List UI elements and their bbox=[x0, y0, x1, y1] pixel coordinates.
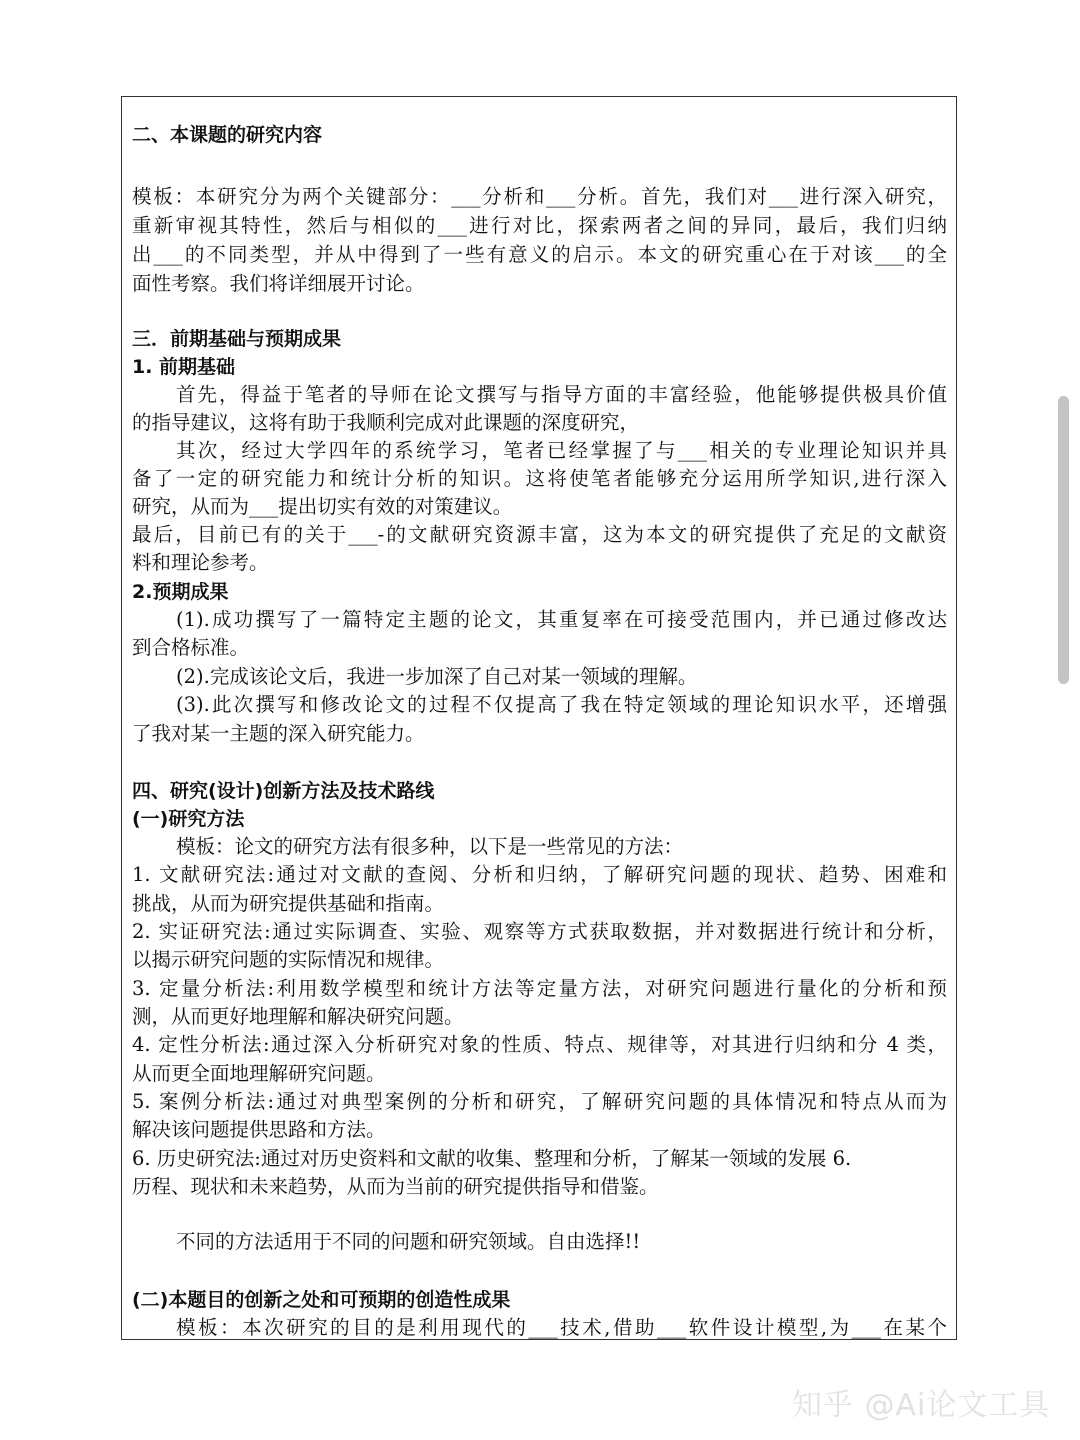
list-item: 4. 定性分析法:通过深入分析研究对象的性质、特点、规律等，对其进行归纳和分 4 类， bbox=[132, 1033, 947, 1056]
paragraph-line: 的指导建议，这将有助于我顺利完成对此课题的深度研究， bbox=[132, 411, 640, 434]
section-heading-research-content: 二、本课题的研究内容 bbox=[132, 124, 323, 146]
vertical-scrollbar-thumb[interactable] bbox=[1058, 396, 1069, 684]
list-item-continuation: 历程、现状和未来趋势，从而为当前的研究提供指导和借鉴。 bbox=[132, 1175, 659, 1198]
list-item-continuation: 从而更全面地理解研究问题。 bbox=[132, 1062, 386, 1085]
subheading-expected-results: 2.预期成果 bbox=[132, 581, 229, 603]
paragraph-line: 出___的不同类型，并从中得到了一些有意义的启示。本文的研究重心在于对该___的全 bbox=[132, 243, 947, 266]
paragraph-line: 其次，经过大学四年的系统学习，笔者已经掌握了与___相关的专业理论知识并具 bbox=[176, 439, 947, 462]
paragraph-line: 重新审视其特性，然后与相似的___进行对比，探索两者之间的异同，最后，我们归纳 bbox=[132, 214, 947, 237]
paragraph-line: 了我对某一主题的深入研究能力。 bbox=[132, 722, 425, 745]
list-item-continuation: 测，从而更好地理解和解决研究问题。 bbox=[132, 1005, 464, 1028]
paragraph-line: (1).成功撰写了一篇特定主题的论文，其重复率在可接受范围内，并已通过修改达 bbox=[176, 608, 947, 631]
paragraph-line: 模板：本研究分为两个关键部分：___分析和___分析。首先，我们对___进行深入研究， bbox=[132, 185, 947, 208]
paragraph-line: (3).此次撰写和修改论文的过程不仅提高了我在特定领域的理论知识水平，还增强 bbox=[176, 693, 947, 716]
paragraph-line: 研究，从而为___提出切实有效的对策建议。 bbox=[132, 495, 513, 518]
subheading-research-methods: (一)研究方法 bbox=[132, 808, 245, 830]
list-item-continuation: 以揭示研究问题的实际情况和规律。 bbox=[132, 948, 445, 971]
list-item-continuation: 解决该问题提供思路和方法。 bbox=[132, 1118, 386, 1141]
paragraph-line: 模板：本次研究的目的是利用现代的___技术,借助___软件设计模型,为___在某个 bbox=[176, 1316, 947, 1339]
paragraph-line: 不同的方法适用于不同的问题和研究领域。自由选择!! bbox=[176, 1230, 641, 1253]
paragraph-line: 料和理论参考。 bbox=[132, 551, 269, 574]
list-item: 5. 案例分析法:通过对典型案例的分析和研究，了解研究问题的具体情况和特点从而为 bbox=[132, 1090, 947, 1113]
list-item-continuation: 挑战，从而为研究提供基础和指南。 bbox=[132, 892, 445, 915]
section-heading-methods: 四、研究(设计)创新方法及技术路线 bbox=[132, 780, 435, 802]
paragraph-line: 备了一定的研究能力和统计分析的知识。这将使笔者能够充分运用所学知识,进行深入 bbox=[132, 467, 947, 490]
paragraph-line: (2).完成该论文后，我进一步加深了自己对某一领域的理解。 bbox=[176, 665, 698, 688]
list-item: 6. 历史研究法:通过对历史资料和文献的收集、整理和分析，了解某一领域的发展 6. bbox=[132, 1147, 852, 1170]
document-frame bbox=[121, 96, 957, 1340]
paragraph-line: 最后，目前已有的关于___-的文献研究资源丰富，这为本文的研究提供了充足的文献资 bbox=[132, 523, 947, 546]
section-heading-foundation: 三．前期基础与预期成果 bbox=[132, 328, 342, 350]
paragraph-line: 模板：论文的研究方法有很多种，以下是一些常见的方法： bbox=[176, 835, 684, 858]
watermark: 知乎 @Ai论文工具 bbox=[792, 1388, 1051, 1423]
paragraph-line: 到合格标准。 bbox=[132, 636, 250, 659]
subheading-foundation: 1. 前期基础 bbox=[132, 356, 236, 378]
subheading-innovation: (二)本题目的创新之处和可预期的创造性成果 bbox=[132, 1289, 511, 1311]
list-item: 3. 定量分析法:利用数学模型和统计方法等定量方法，对研究问题进行量化的分析和预 bbox=[132, 977, 947, 1000]
paragraph-line: 面性考察。我们将详细展开讨论。 bbox=[132, 272, 425, 295]
list-item: 2. 实证研究法:通过实际调查、实验、观察等方式获取数据，并对数据进行统计和分析， bbox=[132, 920, 947, 943]
list-item: 1. 文献研究法:通过对文献的查阅、分析和归纳，了解研究问题的现状、趋势、困难和 bbox=[132, 863, 947, 886]
paragraph-line: 首先，得益于笔者的导师在论文撰写与指导方面的丰富经验，他能够提供极具价值 bbox=[176, 383, 947, 406]
